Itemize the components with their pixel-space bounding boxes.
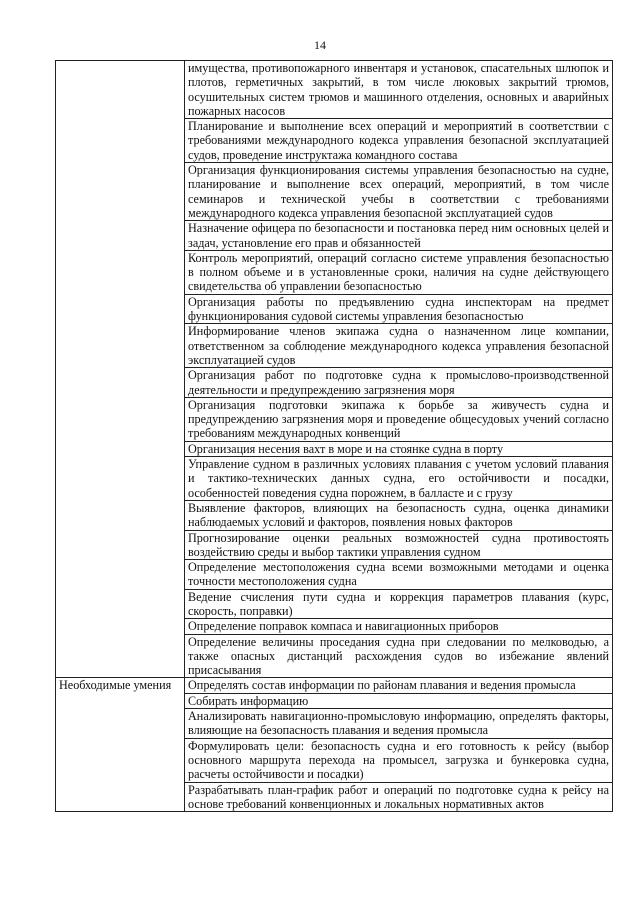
skill-cell: Собирать информацию bbox=[185, 693, 613, 708]
labor-action-cell: Организация функционирования системы управления безопасностью на судне, планирование и выполнение всех операций, мероприятий, в том числе семинаров и технической учебы в соответствии с требованиями международного кодекса управления безопасной эксплуатацией судов bbox=[185, 163, 613, 221]
labor-action-cell: Определение местоположения судна всеми возможными методами и оценка точности местоположения судна bbox=[185, 560, 613, 590]
page-number: 14 bbox=[314, 38, 326, 52]
labor-action-cell: Информирование членов экипажа судна о назначенном лице компании, ответственном за соблюдение международного кодекса управления безопасной эксплуатацией судов bbox=[185, 324, 613, 368]
skill-cell: Разрабатывать план-график работ и операций по подготовке судна к рейсу на основе требований конвенционных и локальных нормативных актов bbox=[185, 782, 613, 812]
labor-action-cell: Определение величины проседания судна при следовании по мелководью, а также опасных дистанций расхождения судов во избежание явлений присасывания bbox=[185, 634, 613, 678]
labor-action-cell: Организация работ по подготовке судна к промыслово-производственной деятельности и предупреждению загрязнения моря bbox=[185, 368, 613, 398]
labor-action-cell: Прогнозирование оценки реальных возможностей судна противостоять воздействию среды и выбор тактики управления судном bbox=[185, 530, 613, 560]
labor-action-cell: Организация несения вахт в море и на стоянке судна в порту bbox=[185, 441, 613, 456]
labor-actions-label-cell bbox=[56, 61, 185, 678]
skill-cell: Формулировать цели: безопасность судна и его готовность к рейсу (выбор основного маршрута перехода на промысел, загрузка и бункеровка судна, расчеты остойчивости и посадки) bbox=[185, 738, 613, 782]
labor-action-cell: Выявление факторов, влияющих на безопасность судна, оценка динамики наблюдаемых условий и факторов, появления новых факторов bbox=[185, 500, 613, 530]
table-row bbox=[56, 61, 613, 119]
competency-table bbox=[55, 60, 613, 812]
labor-action-cell: Назначение офицера по безопасности и постановка перед ним основных целей и задач, установление его прав и обязанностей bbox=[185, 221, 613, 251]
labor-action-cell: Организация работы по предъявлению судна инспекторам на предмет функционирования судовой системы управления безопасностью bbox=[185, 294, 613, 324]
table-row bbox=[56, 678, 613, 693]
labor-action-cell: Организация подготовки экипажа к борьбе за живучесть судна и предупреждению загрязнения моря и проведение общесудовых учений согласно требованиям международных конвенций bbox=[185, 397, 613, 441]
labor-action-cell: Управление судном в различных условиях плавания с учетом условий плавания и тактико-технических данных судна, его остойчивости и посадки, особенностей поведения судна порожнем, в балласте и с грузу bbox=[185, 457, 613, 501]
skill-cell: Анализировать навигационно-промысловую информацию, определять факторы, влияющие на безопасность плавания и ведения промысла bbox=[185, 709, 613, 739]
skill-cell: Определять состав информации по районам плавания и ведения промысла bbox=[185, 678, 613, 693]
skills-label-cell: Необходимые умения bbox=[56, 678, 185, 812]
labor-action-cell: Определение поправок компаса и навигационных приборов bbox=[185, 619, 613, 634]
labor-action-cell: Контроль мероприятий, операций согласно системе управления безопасностью в полном объеме и в установленные сроки, наличия на судне действующего свидетельства об управлении безопасностью bbox=[185, 250, 613, 294]
labor-action-cell: Ведение счисления пути судна и коррекция параметров плавания (курс, скорость, поправки) bbox=[185, 589, 613, 619]
labor-action-cell: имущества, противопожарного инвентаря и установок, спасательных шлюпок и плотов, герметичных закрытий, в том числе люковых закрытий трюмов, осушительных систем трюмов и машинного отделения, основных и аварийных пожарных насосов bbox=[185, 61, 613, 119]
labor-action-cell: Планирование и выполнение всех операций и мероприятий в соответствии с требованиями международного кодекса управления безопасной эксплуатацией судов, проведение инструктажа командного состава bbox=[185, 119, 613, 163]
